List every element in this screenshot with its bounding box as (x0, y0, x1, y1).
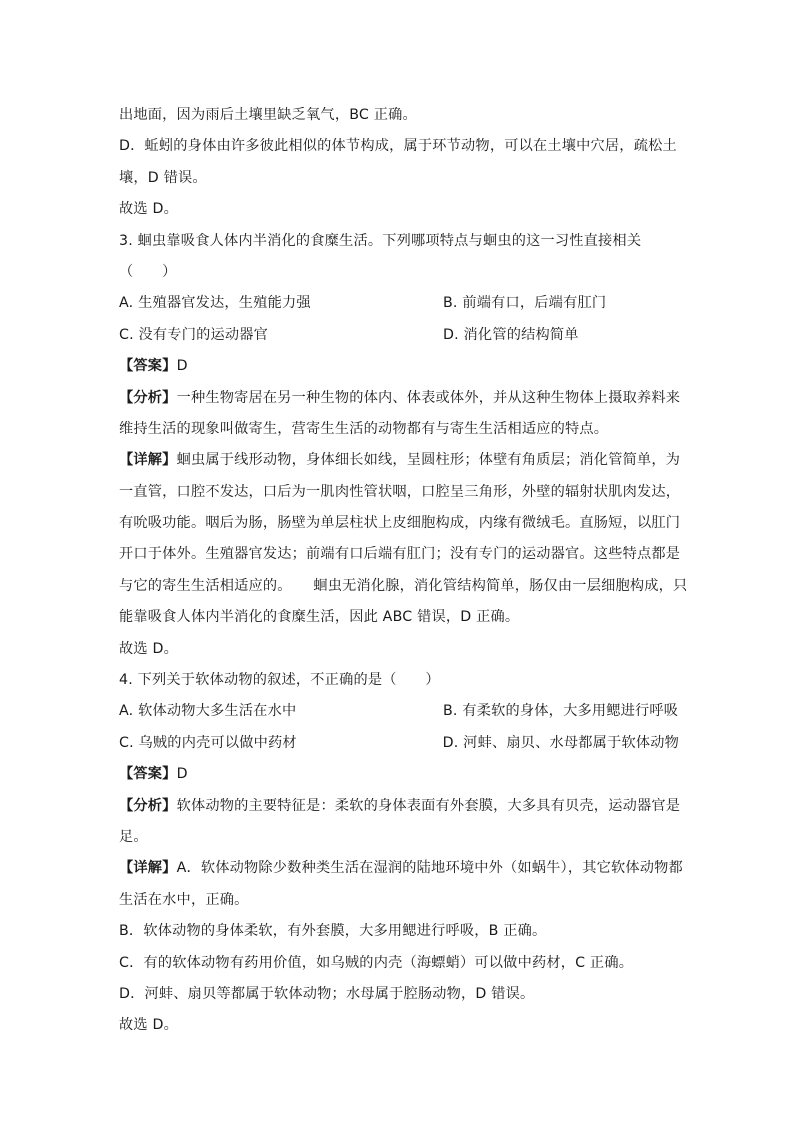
analysis-tag: 【分析】 (119, 389, 177, 406)
text-line: 出地面，因为雨后土壤里缺乏氧气，BC 正确。 (119, 107, 417, 123)
option-d: D. 河蚌、扇贝、水母都属于软体动物 (442, 734, 679, 751)
question-3-analysis-line (119, 383, 679, 414)
text-line: 能靠吸食人体内半消化的食糜生活，因此 ABC 错误，D 正确。 (119, 609, 520, 626)
text-line: D．蚯蚓的身体由许多彼此相似的体节构成，属于环节动物，可以在土壤中穴居，疏松土 (119, 138, 677, 155)
option-a: A. 软体动物大多生活在水中 (119, 703, 297, 720)
text-line: 有吮吸功能。咽后为肠，肠壁为单层柱状上皮细胞构成，内缘有微绒毛。直肠短，以肛门 (119, 515, 681, 532)
text-line: 一直管，口腔不发达，口后为一肌肉性管状咽，口腔呈三角形，外壁的辐射状肌肉发达， (119, 483, 681, 500)
text-line: 壤，D 错误。 (119, 169, 207, 186)
text-line: 维持生活的现象叫做寄生，营寄生生活的动物都有与寄生生活相适应的特点。 (119, 420, 609, 437)
question-3-detail-line (119, 445, 679, 476)
question-4-analysis-line (119, 791, 679, 822)
question-3-answer (119, 351, 679, 382)
text-line: 故选 D。 (119, 640, 178, 657)
analysis-text: 一种生物寄居在另一种生物的体内、体表或体外，并从这种生物体上摄取养料来 (176, 389, 681, 406)
detail-text: 蛔虫属于线形动物，身体细长如线，呈圆柱形；体壁有角质层；消化管简单，为 (176, 452, 681, 469)
text-line: 故选 D。 (119, 201, 178, 218)
option-c: C. 没有专门的运动器官 (119, 326, 269, 343)
detail-tag: 【详解】 (119, 860, 177, 877)
question-3-options-row-2 (119, 320, 679, 351)
option-c: C. 乌贼的内壳可以做中药材 (119, 734, 297, 751)
text-line: B．软体动物的身体柔软，有外套膜，大多用鳃进行呼吸，B 正确。 (119, 923, 547, 940)
document-body (119, 100, 688, 1042)
answer-value: D (176, 766, 188, 783)
question-3-stem: 3. 蛔虫靠吸食人体内半消化的食糜生活。下列哪项特点与蛔虫的这一习性直接相关 (119, 232, 642, 249)
option-a: A. 生殖器官发达，生殖能力强 (119, 295, 311, 312)
detail-tag: 【详解】 (119, 452, 177, 469)
question-4-answer (119, 759, 679, 790)
text-line: D．河蚌、扇贝等都属于软体动物；水母属于腔肠动物，D 错误。 (119, 985, 535, 1002)
text-line: 与它的寄生生活相适应的。 蛔虫无消化腺，消化管结构简单，肠仅由一层细胞构成，只 (119, 577, 688, 594)
question-4-stem: 4. 下列关于软体动物的叙述，不正确的是（ ） (119, 672, 440, 689)
question-4-options-row-1 (119, 696, 679, 727)
text-line: 足。 (119, 828, 148, 845)
text-line: 开口于体外。生殖器官发达；前端有口后端有肛门；没有专门的运动器官。这些特点都是 (119, 546, 681, 563)
analysis-text: 软体动物的主要特征是：柔软的身体表面有外套膜，大多具有贝壳，运动器官是 (176, 797, 681, 814)
question-3-options-row-1 (119, 288, 679, 319)
text-line: C．有的软体动物有药用价值，如乌贼的内壳（海螵蛸）可以做中药材，C 正确。 (119, 954, 634, 971)
option-b: B. 前端有口，后端有肛门 (443, 295, 607, 312)
question-4-detail-line (119, 853, 683, 884)
question-4-options-row-2 (119, 728, 679, 759)
analysis-tag: 【分析】 (119, 797, 177, 814)
option-d: D. 消化管的结构简单 (443, 326, 579, 343)
answer-tag: 【答案】 (119, 766, 177, 783)
answer-tag: 【答案】 (119, 358, 177, 375)
question-3-paren: （ ） (119, 263, 177, 280)
option-b: B. 有柔软的身体，大多用鳃进行呼吸 (443, 703, 679, 720)
text-line: 生活在水中，正确。 (119, 891, 249, 908)
text-line: 故选 D。 (119, 1017, 178, 1034)
detail-text: A．软体动物除少数种类生活在湿润的陆地环境中外（如蜗牛），其它软体动物都 (176, 860, 683, 877)
answer-value: D (176, 358, 188, 375)
